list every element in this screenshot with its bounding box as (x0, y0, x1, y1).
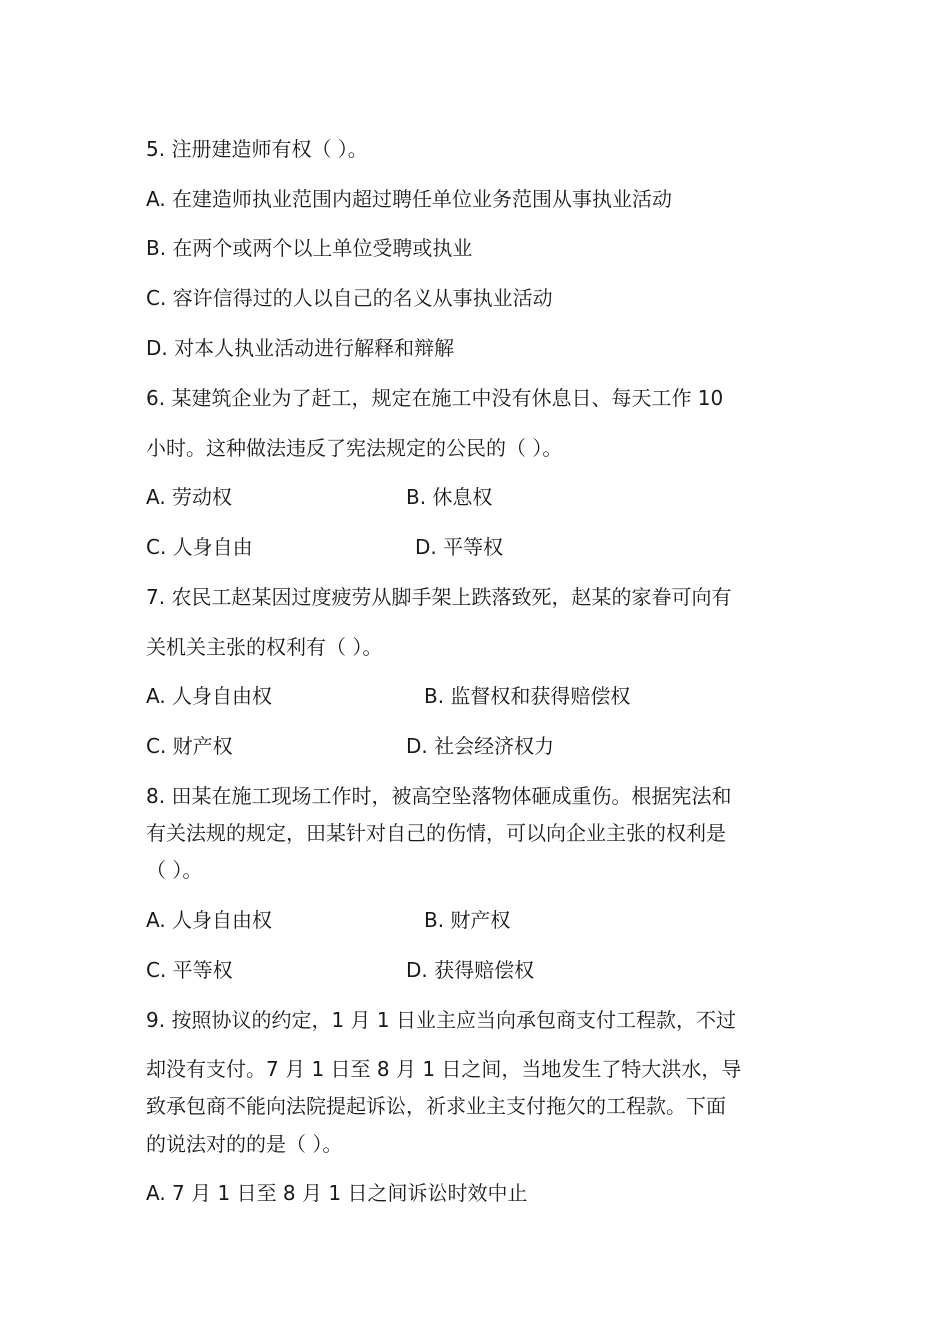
question-8-option-b: B. 财产权 (424, 908, 511, 932)
question-5-option-d: D. 对本人执业活动进行解释和辩解 (146, 336, 455, 360)
question-5-option-b: B. 在两个或两个以上单位受聘或执业 (146, 236, 473, 260)
question-7-option-a: A. 人身自由权 (146, 684, 273, 708)
question-7-stem-line-1: 7. 农民工赵某因过度疲劳从脚手架上跌落致死，赵某的家眷可向有 (146, 585, 732, 609)
question-8-stem-line-2: 有关法规的规定，田某针对自己的伤情，可以向企业主张的权利是 (146, 821, 726, 845)
question-9-stem-line-1: 9. 按照协议的约定，1 月 1 日业主应当向承包商支付工程款，不过 (146, 1008, 736, 1032)
question-6-option-b: B. 休息权 (406, 485, 493, 509)
question-7-option-c: C. 财产权 (146, 734, 233, 758)
question-8-option-d: D. 获得赔偿权 (406, 958, 535, 982)
question-9-stem-line-4: 的说法对的的是（ ）。 (146, 1132, 343, 1156)
question-9-option-a: A. 7 月 1 日至 8 月 1 日之间诉讼时效中止 (146, 1181, 528, 1205)
question-6-option-c: C. 人身自由 (146, 535, 253, 559)
question-9-stem-line-3: 致承包商不能向法院提起诉讼，祈求业主支付拖欠的工程款。下面 (146, 1094, 726, 1118)
question-8-option-a: A. 人身自由权 (146, 908, 273, 932)
question-9-stem-line-2: 却没有支付。7 月 1 日至 8 月 1 日之间，当地发生了特大洪水，导 (146, 1057, 742, 1081)
question-6-stem-line-2: 小时。这种做法违反了宪法规定的公民的（ ）。 (146, 436, 563, 460)
question-5-option-c: C. 容许信得过的人以自己的名义从事执业活动 (146, 286, 553, 310)
question-8-stem-line-3: （ ）。 (146, 858, 203, 882)
question-6-option-d: D. 平等权 (415, 535, 504, 559)
question-8-stem-line-1: 8. 田某在施工现场工作时，被高空坠落物体砸成重伤。根据宪法和 (146, 784, 732, 808)
question-5-stem-line-1: 5. 注册建造师有权（ ）。 (146, 137, 368, 161)
question-5-option-a: A. 在建造师执业范围内超过聘任单位业务范围从事执业活动 (146, 187, 673, 211)
question-8-option-c: C. 平等权 (146, 958, 233, 982)
question-7-option-b: B. 监督权和获得赔偿权 (424, 684, 631, 708)
question-6-stem-line-1: 6. 某建筑企业为了赶工，规定在施工中没有休息日、每天工作 10 (146, 386, 724, 410)
question-6-option-a: A. 劳动权 (146, 485, 233, 509)
question-7-option-d: D. 社会经济权力 (406, 734, 555, 758)
question-7-stem-line-2: 关机关主张的权利有（ ）。 (146, 635, 383, 659)
